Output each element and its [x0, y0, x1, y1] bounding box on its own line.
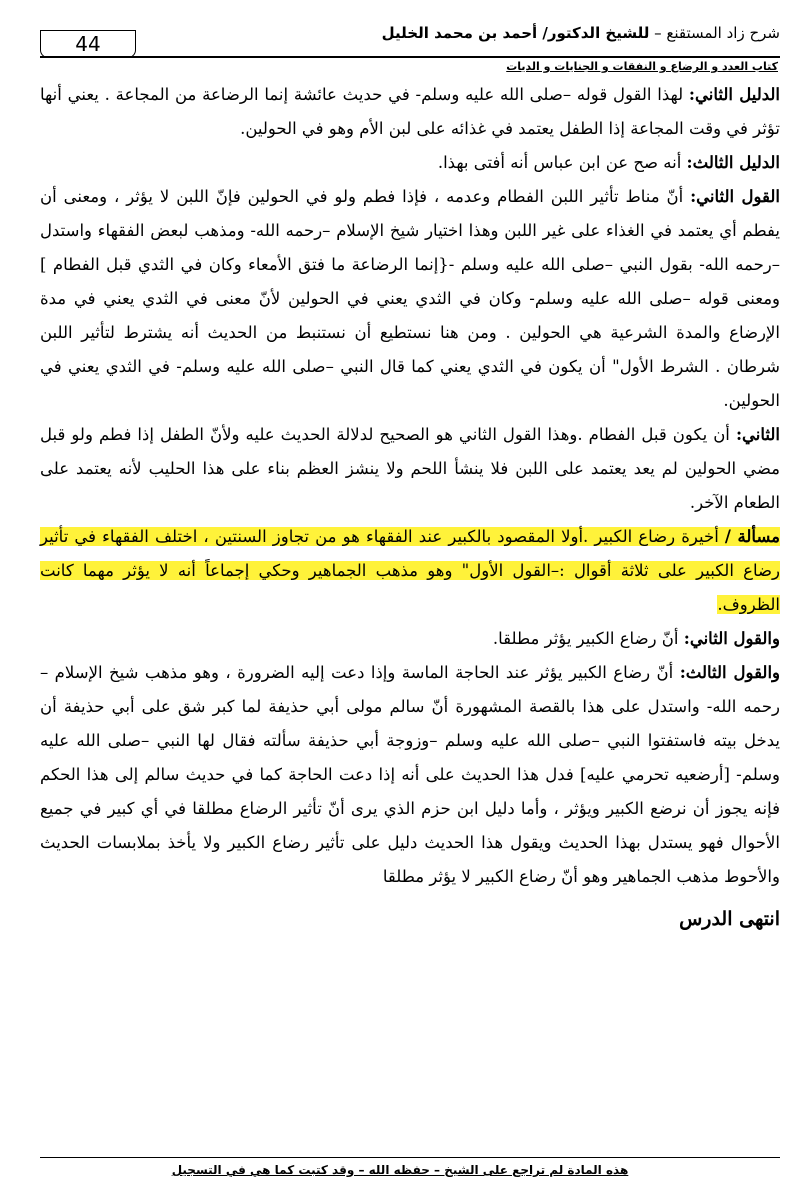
- paragraph-issue-highlighted: [40, 520, 780, 622]
- paragraph-text: لهذا القول قوله –صلى الله عليه وسلم- في حديث عائشة إنما الرضاعة من المجاعة . يعني أنها تؤثر في وقت المجاعة إذا الطفل يعتمد في غذائه على لبن الأم وهو في الحولين.: [40, 85, 780, 138]
- footer-note: هذه المادة لم تراجع على الشيخ – حفظه الله – وقد كتبت كما هي في التسجيل: [171, 1163, 629, 1177]
- paragraph-text: أنّ مناط تأثير اللبن الفطام وعدمه ، فإذا فطم ولو في الحولين فإنّ اللبن لا يؤثر ، ومعنى أن يفطم أي يعتمد في الغذاء على غير اللبن وهذا اختيار شيخ الإسلام –رحمه الله- ومذهب لبعض الفقهاء واستدل –رحمه الله- بقول النبي –صلى الله عليه وسلم -{إنما الرضاعة ما فتق الأمعاء وكان في الثدي قبل الفطام ] ومعنى قوله –صلى الله عليه وسلم- وكان في الثدي يعني في الحولين لأنّ معنى في الثدي يعني في مدة الإرضاع والمدة الشرعية هي الحولين . ومن هنا نستطيع أن نستنبط من الحديث أنه يشترط لتأثير اللبن شرطان . الشرط الأول" أن يكون في الثدي يعني كما قال النبي –صلى الله عليه وسلم- في الثدي يعني في الحولين.: [40, 187, 780, 410]
- page-number: 44: [40, 30, 136, 58]
- paragraph-text: أنّ رضاع الكبير يؤثر عند الحاجة الماسة وإذا دعت إليه الضرورة ، وهو مذهب شيخ الإسلام –رحمه الله- واستدل على هذا بالقصة المشهورة أنّ سالم مولى أبي حذيفة لما كبر شق على أبي حذيفة أن يدخل بيته فاستفتوا النبي –صلى الله عليه وسلم –وزوجة أبي حذيفة سألته فقال لها النبي –صلى الله عليه وسلم- [أرضعيه تحرمي عليه] فدل هذا الحديث على أنه إذا دعت الحاجة كما في حديث سالم إلى هذا الحكم فإنه يجوز أن نرضع الكبير ويؤثر ، وأما دليل ابن حزم الذي يرى أنّ تأثير الرضاع مطلقا في أي كبير في جميع الأحوال فهو يستدل بهذا الحديث ويقول هذا الحديث دليل على تأثير رضاع الكبير ولا يأخذ بملابسات الحديث والأحوط مذهب الجماهير وهو أنّ رضاع الكبير لا يؤثر مطلقا: [40, 663, 780, 886]
- paragraph-text: أن يكون قبل الفطام .وهذا القول الثاني هو الصحيح لدلالة الحديث عليه ولأنّ الطفل إذا فطم ولو قبل مضي الحولين لم يعد يعتمد على اللبن فلا ينشأ اللحم ولا ينشز العظم بناء على هذا الحليب لأنه يعتمد على الطعام الآخر.: [40, 425, 780, 512]
- paragraph-label: الدليل الثالث:: [686, 153, 780, 172]
- document-body: [40, 78, 780, 936]
- paragraph-label: الثاني:: [735, 425, 780, 444]
- header-title: [382, 24, 780, 42]
- paragraph-text: أنّ رضاع الكبير يؤثر مطلقا.: [492, 629, 684, 648]
- paragraph-evidence-3: [40, 146, 780, 180]
- paragraph-label: الدليل الثاني:: [688, 85, 780, 104]
- paragraph-label: والقول الثاني:: [683, 629, 780, 648]
- footer-divider: [40, 1157, 780, 1158]
- book-subtitle: كتاب العدد و الرضاع و النفقات و الجنايات و الديات: [506, 60, 778, 73]
- paragraph-evidence-2: [40, 78, 780, 146]
- header-author: للشيخ الدكتور/ أحمد بن محمد الخليل: [381, 24, 650, 42]
- paragraph-opinion-2: [40, 622, 780, 656]
- paragraph-label: والقول الثالث:: [679, 663, 781, 682]
- paragraph-text: أخيرة رضاع الكبير .أولا المقصود بالكبير عند الفقهاء هو من تجاوز السنتين ، اختلف الفقهاء في تأثير رضاع الكبير على ثلاثة أقوال :–القول الأول" وهو مذهب الجماهير وحكي إجماعاً أنه لا يؤثر مهما كانت الظروف.: [40, 527, 780, 614]
- header-title-plain: شرح زاد المستقنع –: [649, 24, 780, 42]
- paragraph-label: القول الثاني:: [690, 187, 780, 206]
- paragraph-label: مسألة /: [724, 527, 781, 546]
- paragraph-text: أنه صح عن ابن عباس أنه أفتى بهذا.: [437, 153, 687, 172]
- paragraph-second-condition: [40, 418, 780, 520]
- header-divider: [40, 56, 780, 58]
- paragraph-second-opinion: [40, 180, 780, 418]
- paragraph-opinion-3: [40, 656, 780, 894]
- lesson-end: انتهى الدرس: [679, 908, 780, 930]
